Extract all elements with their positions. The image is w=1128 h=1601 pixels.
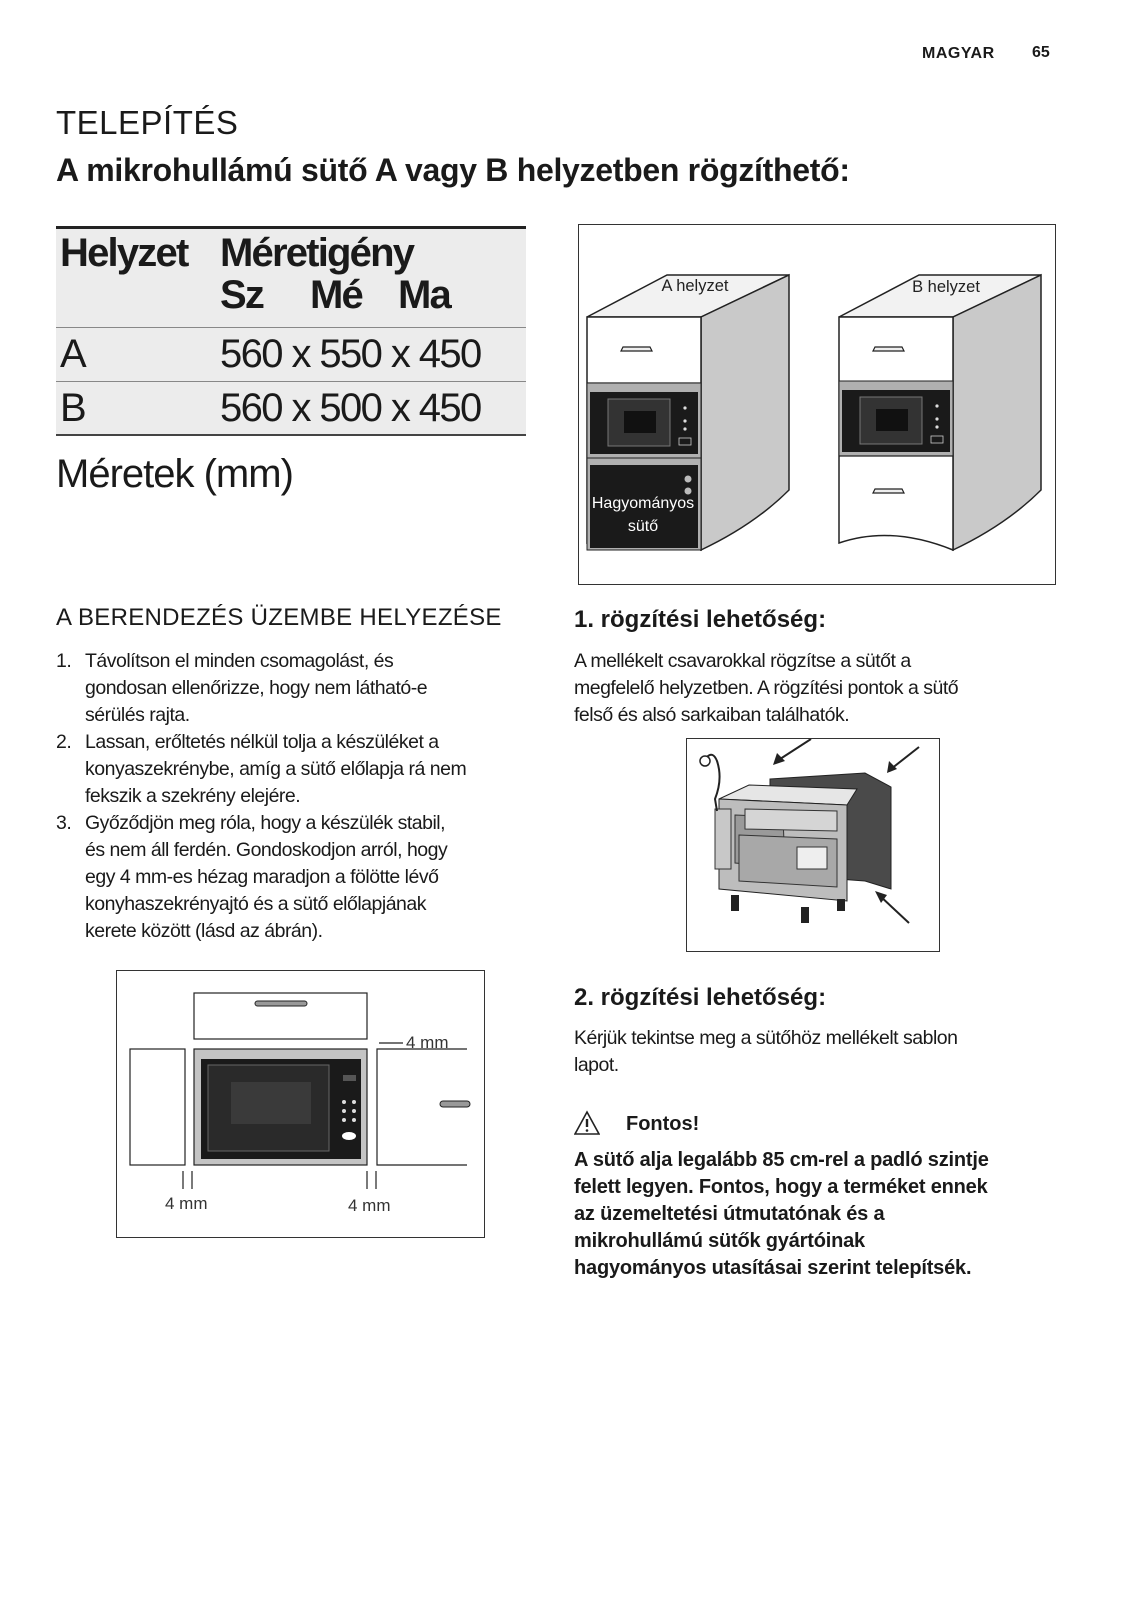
setup-heading: A BERENDEZÉS ÜZEMBE HELYEZÉSE <box>56 604 502 631</box>
warning-label: Fontos! <box>626 1113 700 1135</box>
fixing-option-1-text <box>574 648 1054 729</box>
conventional-oven-label: Hagyományos <box>591 495 695 512</box>
text-line: lapot. <box>574 1054 619 1076</box>
setup-steps-list <box>56 648 536 945</box>
dimension-column-header: Méretigény <box>220 231 414 275</box>
width-subheader: Sz <box>220 273 264 317</box>
depth-subheader: Ma <box>398 273 450 317</box>
list-item <box>56 729 536 810</box>
positions-illustration <box>579 225 1055 584</box>
list-item <box>56 810 536 945</box>
step-number: 1. <box>56 650 72 672</box>
position-b-label: B helyzet <box>912 278 980 296</box>
warning-text <box>574 1147 1064 1282</box>
warning-triangle-icon <box>574 1110 600 1136</box>
position-cell: A <box>60 332 86 376</box>
table-header <box>56 229 526 328</box>
table-row <box>56 328 526 382</box>
step-line: konyhaszekrényajtó és a sütő előlapjának <box>85 893 426 915</box>
step-line: konyaszekrénybe, amíg a sütő előlapja rá nem <box>85 758 467 780</box>
step-number: 2. <box>56 731 72 753</box>
text-line: az üzemeltetési útmutatónak és a <box>574 1203 885 1225</box>
fixing-option-2-heading: 2. rögzítési lehetőség: <box>574 984 827 1011</box>
main-heading: A mikrohullámú sütő A vagy B helyzetben rögzíthető: <box>56 152 850 188</box>
language-label: MAGYAR <box>922 45 995 62</box>
fixing-points-figure <box>686 738 940 952</box>
top-gap-label: 4 mm <box>406 1033 449 1052</box>
step-line: sérülés rajta. <box>85 704 190 726</box>
fixing-option-1-heading: 1. rögzítési lehetőség: <box>574 606 827 633</box>
text-line: hagyományos utasításai szerint telepítsék. <box>574 1257 972 1279</box>
step-line: egy 4 mm-es hézag maradjon a fölötte lévő <box>85 866 439 888</box>
table-row <box>56 382 526 436</box>
text-line: A sütő alja legalább 85 cm-rel a padló szintje <box>574 1149 989 1171</box>
page-number: 65 <box>1032 44 1050 61</box>
gap-illustration <box>117 971 484 1237</box>
text-line: mikrohullámú sütők gyártóinak <box>574 1230 865 1252</box>
step-line: gondosan ellenőrizze, hogy nem látható-e <box>85 677 428 699</box>
text-line: felett legyen. Fontos, hogy a terméket ennek <box>574 1176 988 1198</box>
step-line: Győződjön meg róla, hogy a készülék stabil, <box>85 812 446 834</box>
step-line: Távolítson el minden csomagolást, és <box>85 650 394 672</box>
list-item <box>56 648 536 729</box>
text-line: Kérjük tekintse meg a sütőhöz mellékelt sablon <box>574 1027 958 1049</box>
gap-figure <box>116 970 485 1238</box>
text-line: A mellékelt csavarokkal rögzítse a sütőt a <box>574 650 911 672</box>
dimensions-cell: 560 x 550 x 450 <box>220 332 481 376</box>
step-number: 3. <box>56 812 72 834</box>
section-title: TELEPÍTÉS <box>56 104 239 141</box>
dimensions-table <box>56 226 526 436</box>
installation-positions-figure <box>578 224 1056 585</box>
position-cell: B <box>60 386 86 430</box>
right-gap-label: 4 mm <box>348 1196 391 1215</box>
dimensions-caption: Méretek (mm) <box>56 452 293 496</box>
height-subheader: Mé <box>310 273 362 317</box>
step-line: Lassan, erőltetés nélkül tolja a készüléket a <box>85 731 439 753</box>
position-a-label: A helyzet <box>661 277 729 295</box>
text-line: felső és alsó sarkaiban találhatók. <box>574 704 850 726</box>
cabinet-b <box>839 275 1041 550</box>
conventional-oven-label-2: sütő <box>627 518 659 535</box>
left-gap-label: 4 mm <box>165 1194 208 1213</box>
text-line: megfelelő helyzetben. A rögzítési pontok a sütő <box>574 677 959 699</box>
dimensions-cell: 560 x 500 x 450 <box>220 386 481 430</box>
position-column-header: Helyzet <box>60 231 188 275</box>
fixing-option-2-text <box>574 1025 1054 1079</box>
fixing-illustration <box>687 739 939 951</box>
step-line: fekszik a szekrény elejére. <box>85 785 301 807</box>
step-line: kerete között (lásd az ábrán). <box>85 920 323 942</box>
step-line: és nem áll ferdén. Gondoskodjon arról, hogy <box>85 839 448 861</box>
